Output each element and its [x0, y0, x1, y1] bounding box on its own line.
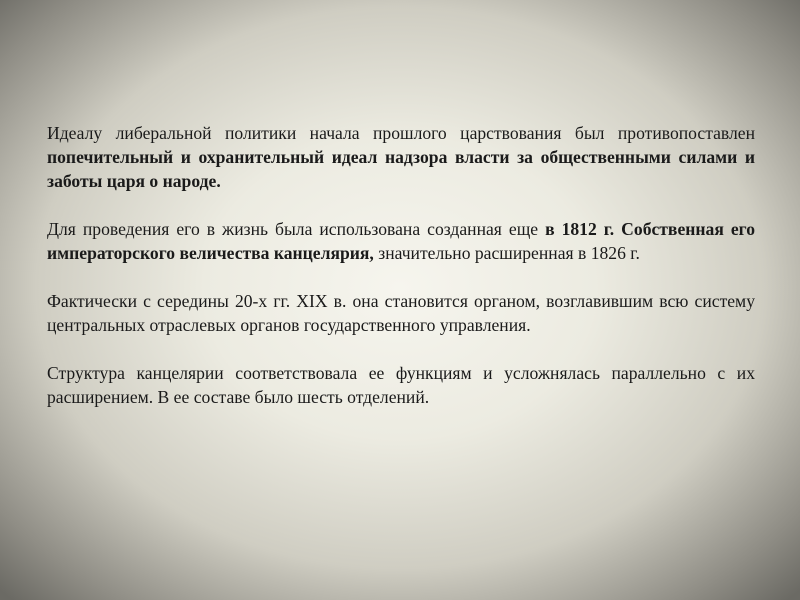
paragraph-3-text: Фактически с середины 20-х гг. XIX в. она становится органом, возглавившим всю систему центральных отраслевых органов государственного управления.: [47, 291, 755, 335]
paragraph-1-text: Идеалу либеральной политики начала прошлого царствования был противопоставлен: [47, 123, 755, 143]
paragraph-2-bold-text: в 1812 г. Собственная его императорского величества канцелярия,: [47, 219, 755, 263]
paragraph-1: [47, 121, 755, 193]
paragraph-1-bold-text: попечительный и охранительный идеал надзора власти за общественными силами и заботы царя о народе.: [47, 147, 755, 191]
paragraph-3: [47, 289, 755, 337]
paragraph-4-text: Структура канцелярии соответствовала ее функциям и усложнялась параллельно с их расширением. В ее составе было шесть отделений.: [47, 363, 755, 407]
paragraph-2-text-end: значительно расширенная в 1826 г.: [373, 243, 640, 263]
paragraph-2: [47, 217, 755, 265]
slide-text-body: [47, 121, 755, 433]
paragraph-4: [47, 361, 755, 409]
paragraph-2-text-start: Для проведения его в жизнь была использована созданная еще: [47, 219, 546, 239]
